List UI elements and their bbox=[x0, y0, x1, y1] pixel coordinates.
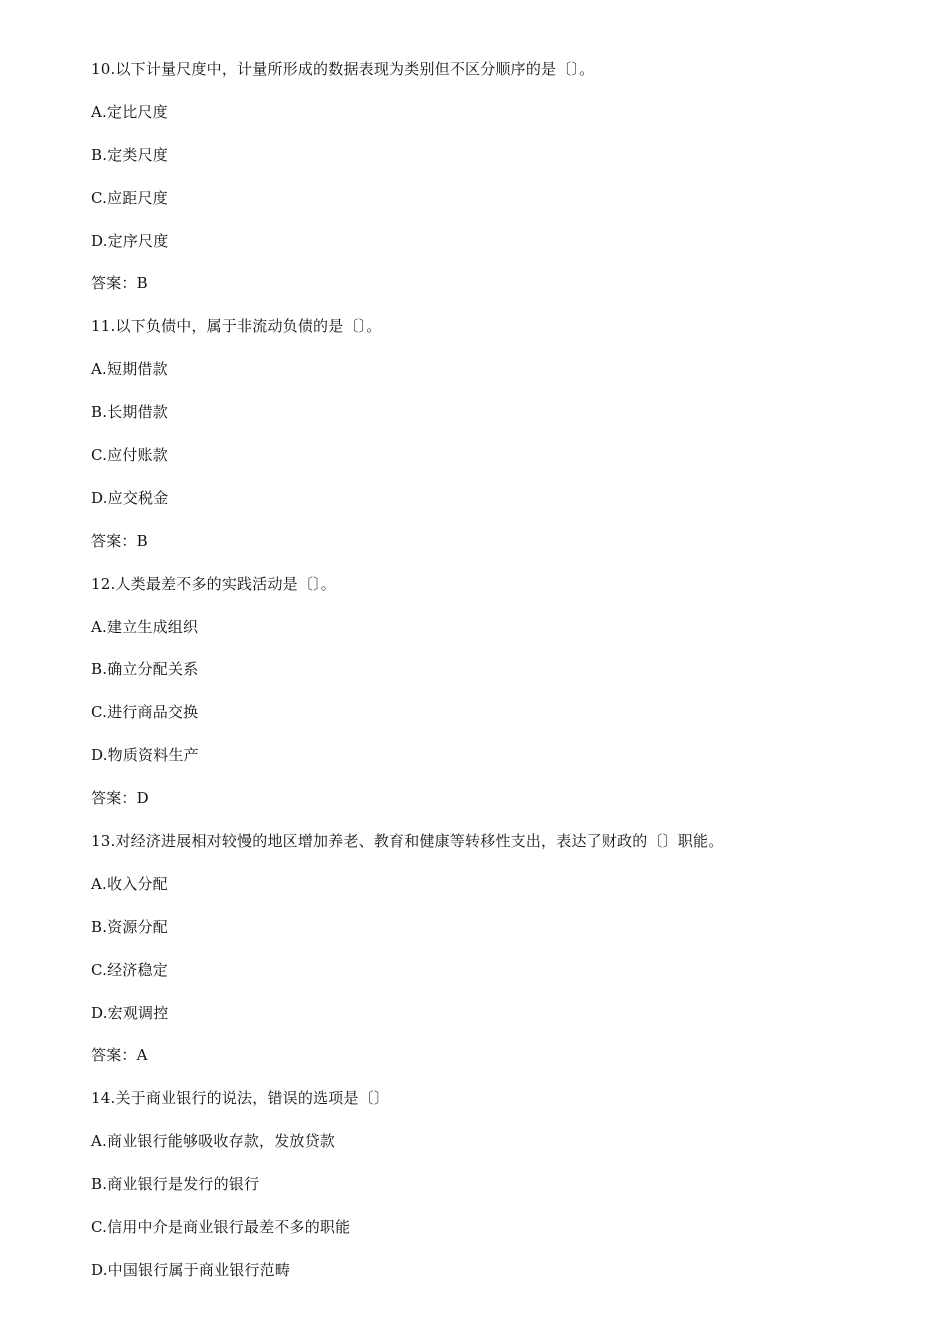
answer-text: 答案：D bbox=[91, 789, 149, 808]
option-b: B.资源分配 bbox=[91, 917, 168, 936]
option-a: A.建立生成组织 bbox=[91, 617, 199, 636]
option-d: D.应交税金 bbox=[91, 488, 169, 507]
option-d: D.宏观调控 bbox=[91, 1003, 169, 1022]
option-a: A.收入分配 bbox=[91, 874, 168, 893]
option-d: D.物质资料生产 bbox=[91, 746, 199, 765]
option-a: A.商业银行能够吸收存款，发放贷款 bbox=[91, 1132, 336, 1151]
question-text: 10.以下计量尺度中，计量所形成的数据表现为类别但不区分顺序的是〔〕。 bbox=[91, 60, 595, 78]
option-d: D.定序尺度 bbox=[91, 231, 169, 250]
question-block bbox=[91, 831, 911, 1065]
option-a: A.定比尺度 bbox=[91, 102, 168, 121]
option-c: C.进行商品交换 bbox=[91, 703, 199, 722]
option-c: C.信用中介是商业银行最差不多的职能 bbox=[91, 1218, 351, 1237]
option-b: B.商业银行是发行的银行 bbox=[91, 1175, 260, 1194]
answer-text: 答案：A bbox=[91, 1046, 148, 1065]
document-page bbox=[91, 59, 911, 1303]
question-block bbox=[91, 316, 911, 550]
answer-text: 答案：B bbox=[91, 531, 148, 550]
question-block bbox=[91, 574, 911, 808]
question-text: 14.关于商业银行的说法，错误的选项是〔〕 bbox=[91, 1089, 390, 1108]
answer-text: 答案：B bbox=[91, 274, 148, 293]
question-block bbox=[91, 59, 911, 293]
option-b: B.定类尺度 bbox=[91, 145, 168, 164]
question-text: 11.以下负债中，属于非流动负债的是〔〕。 bbox=[91, 317, 382, 336]
option-a: A.短期借款 bbox=[91, 360, 168, 379]
question-block bbox=[91, 1088, 911, 1280]
question-text: 12.人类最差不多的实践活动是〔〕。 bbox=[91, 574, 336, 593]
option-b: B.确立分配关系 bbox=[91, 660, 199, 679]
option-c: C.应付账款 bbox=[91, 446, 168, 465]
question-text: 13.对经济进展相对较慢的地区增加养老、教育和健康等转移性支出，表达了财政的〔〕职能。 bbox=[91, 832, 724, 851]
option-c: C.经济稳定 bbox=[91, 960, 168, 979]
option-b: B.长期借款 bbox=[91, 403, 168, 422]
option-c: C.应距尺度 bbox=[91, 188, 168, 207]
option-d: D.中国银行属于商业银行范畴 bbox=[91, 1260, 291, 1279]
